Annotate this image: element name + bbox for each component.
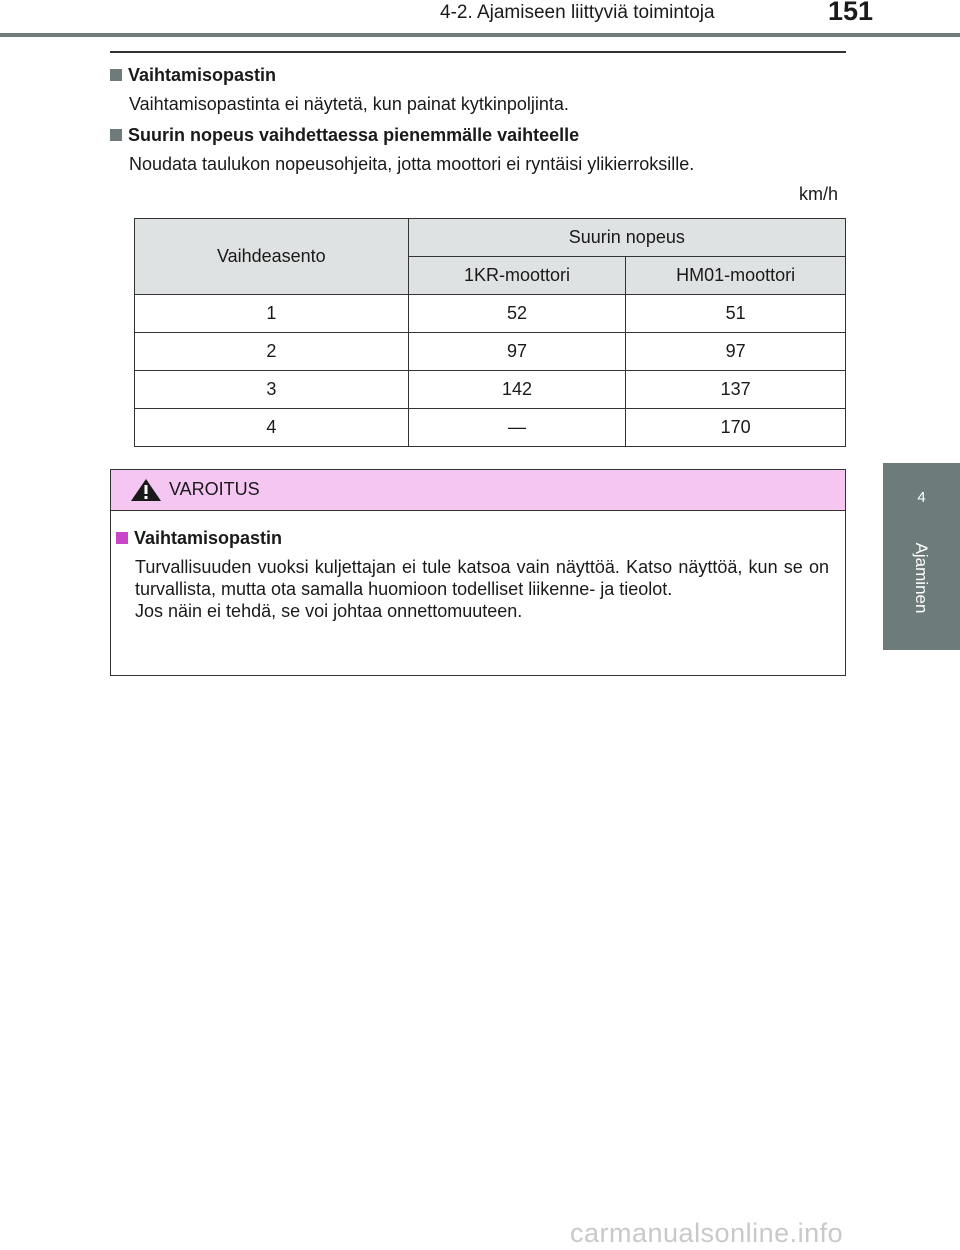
page-number: 151 (828, 0, 874, 26)
section2-heading (110, 125, 579, 146)
warning-header (111, 470, 845, 511)
table-row (135, 295, 846, 333)
cell-engine2: 51 (626, 295, 846, 333)
cell-engine2: 97 (626, 333, 846, 371)
header-rule (0, 33, 960, 37)
warning-body (135, 556, 829, 622)
square-bullet-icon (116, 532, 128, 544)
section1-heading-text: Vaihtamisopastin (128, 65, 277, 85)
cell-gear: 4 (135, 409, 409, 447)
square-bullet-icon (110, 129, 122, 141)
section2-heading-text: Suurin nopeus vaihdettaessa pienemmälle vaihteelle (128, 125, 580, 145)
cell-gear: 1 (135, 295, 409, 333)
section1-heading (110, 65, 276, 86)
square-bullet-icon (110, 69, 122, 81)
section1-text: Vaihtamisopastinta ei näytetä, kun painat kytkinpoljinta. (129, 94, 569, 114)
warning-title: VAROITUS (169, 479, 260, 499)
section2-text: Noudata taulukon nopeusohjeita, jotta moottori ei ryntäisi ylikierroksille. (129, 154, 695, 174)
chapter-number: 4 (917, 489, 926, 506)
cell-engine1: — (408, 409, 626, 447)
table-row (135, 371, 846, 409)
warning-triangle-icon (130, 478, 162, 507)
cell-engine2: 170 (626, 409, 846, 447)
col-engine2-header: HM01-moottori (626, 257, 846, 295)
speed-table (134, 218, 846, 447)
col-engine1-header: 1KR-moottori (408, 257, 626, 295)
cell-gear: 2 (135, 333, 409, 371)
cell-gear: 3 (135, 371, 409, 409)
table-row (135, 333, 846, 371)
col-max-speed-header: Suurin nopeus (408, 219, 845, 257)
watermark: carmanualsonline.info (570, 1218, 844, 1248)
table-unit: km/h (798, 184, 838, 204)
content-top-rule (110, 51, 846, 53)
header-section-title: 4-2. Ajamiseen liittyviä toimintoja (440, 2, 715, 23)
warning-paragraph: Turvallisuuden vuoksi kuljettajan ei tule katsoa vain näyttöä. Katso näyttöä, kun se on turvallista, mutta ota samalla huomioon todelliset liikenne- ja tieolot. (135, 557, 829, 599)
chapter-title: Ajaminen (912, 542, 931, 614)
warning-paragraph: Jos näin ei tehdä, se voi johtaa onnettomuuteen. (135, 601, 523, 621)
table-row (135, 409, 846, 447)
cell-engine2: 137 (626, 371, 846, 409)
warning-subheading (116, 528, 282, 549)
cell-engine1: 97 (408, 333, 626, 371)
col-gear-header: Vaihdeasento (135, 219, 409, 295)
warning-box (110, 469, 846, 676)
chapter-side-tab (883, 463, 960, 650)
warning-subheading-text: Vaihtamisopastin (134, 528, 283, 548)
cell-engine1: 142 (408, 371, 626, 409)
cell-engine1: 52 (408, 295, 626, 333)
